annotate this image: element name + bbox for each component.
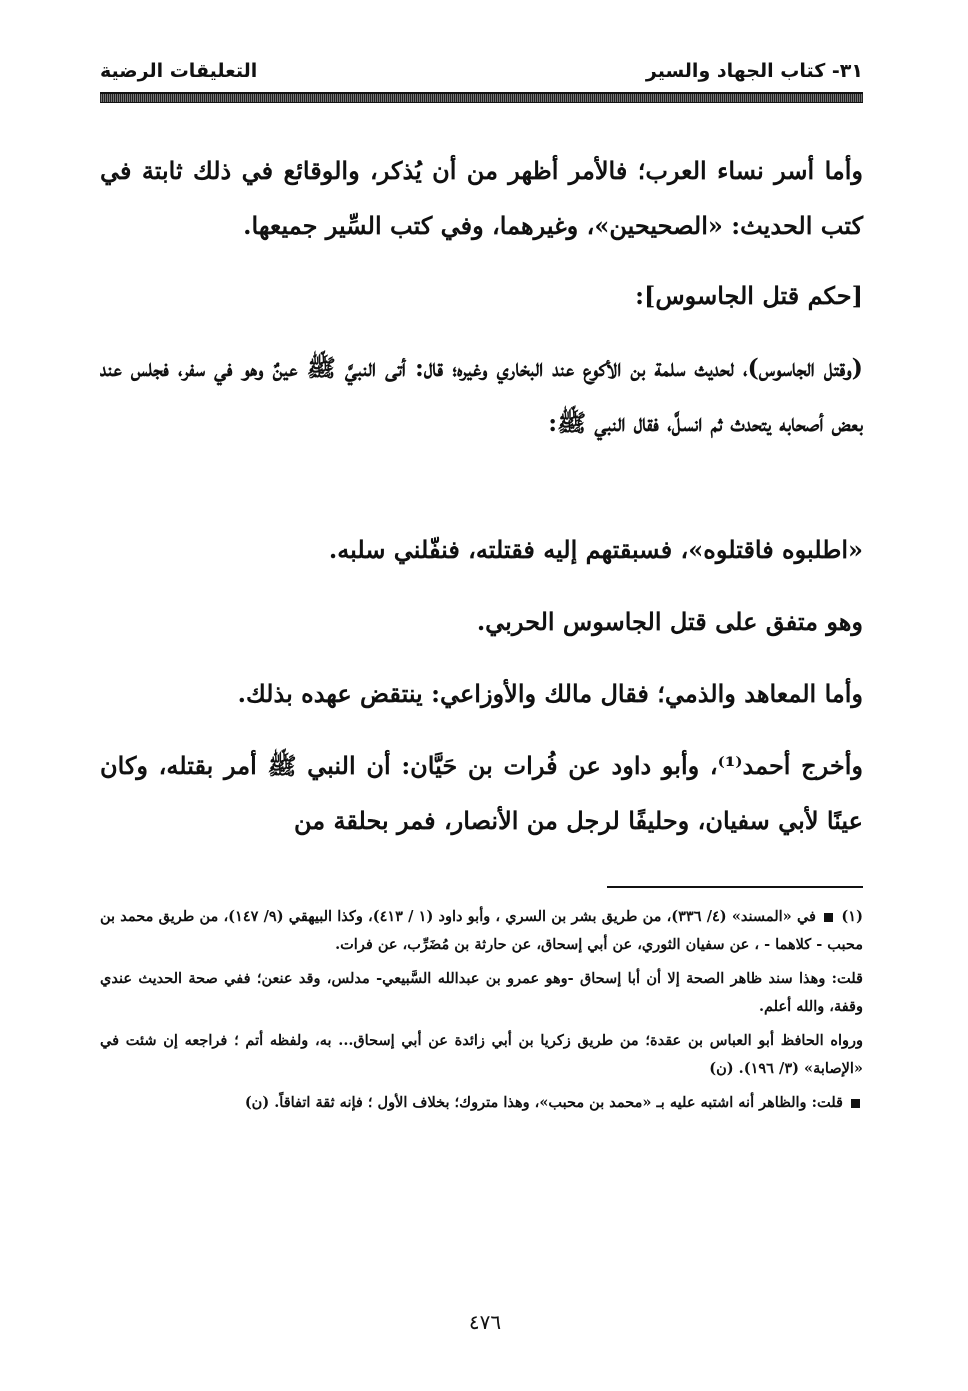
book-title: التعليقات الرضية: [100, 60, 258, 82]
footnote-divider: [607, 886, 863, 888]
square-bullet-icon: [824, 913, 833, 922]
footnotes-section: [100, 903, 863, 1119]
footnote-comment-2: ورواه الحافظ أبو العباس بن عقدة؛ من طريق زكريا بن أبي زائدة عن أبي إسحاق... به، ولفظه أتم ؛ فراجعه إن شئت في «الإصابة» (٣/ ١٩٦). (ن): [100, 1032, 863, 1077]
footnote-comment-3: [100, 1089, 863, 1117]
footnote-comment-3-text: قلت: والظاهر أنه اشتبه عليه بـ «محمد بن محبب»، وهذا متروك؛ بخلاف الأول ؛ فإنه ثقة اتفاقاً. (ن): [244, 1094, 843, 1111]
chapter-title: ٣١- كتاب الجهاد والسير: [645, 60, 863, 82]
paragraph-women-captives: وأما أسر نساء العرب؛ فالأمر أظهر من أن يُذكر، والوقائع في ذلك ثابتة في كتب الحديث: «الصحيحين»، وغيرهما، وفي كتب السِّير جميعها.: [100, 156, 863, 240]
section-heading-spy: [حكم قتل الجاسوس]:: [635, 281, 863, 310]
running-header: [100, 52, 863, 92]
paragraph-spy-hadith: (وقتل الجاسوس)، لحديث سلمة بن الأكوع عند البخاري وغيره؛ قال: أتى النبيَّ ﷺ عينٌ وهو في سفر، فجلس عند بعض أصحابه يتحدث ثم انسلَّ، فقال النبي ﷺ:: [100, 353, 863, 437]
paragraph-hadith-quote: «اطلبوه فاقتلوه»، فسبقتهم إليه فقتلته، فنفّلني سلبه.: [328, 535, 863, 564]
footnote-1: [100, 903, 863, 959]
paragraph-dhimmi: وأما المعاهد والذمي؛ فقال مالك والأوزاعي: ينتقض عهده بذلك.: [237, 679, 863, 708]
footnote-number: (١): [841, 908, 863, 925]
paragraph-furat-hadith: وأخرج أحمد⁽¹⁾، وأبو داود عن فُرات بن حَيَّان: أن النبي ﷺ أمر بقتله، وكان عينًا لأبي سفيان، وحليفًا لرجل من الأنصار، فمر بحلقة من: [100, 751, 863, 835]
paragraph-agreement: وهو متفق على قتل الجاسوس الحربي.: [476, 607, 863, 636]
footnote-1-text: في «المسند» (٤/ ٣٣٦)، من طريق بشر بن السري ، وأبو داود (١ / ٤١٣)، وكذا البيهقي (٩/ ١٤٧)، من طريق محمد بن محبب - كلاهما - ، عن سفيان الثوري، عن أبي إسحاق، عن حارثة بن مُضَرِّب، عن فرات.: [100, 908, 863, 953]
page-number: ٤٧٦: [468, 1310, 502, 1334]
header-divider: [100, 92, 863, 103]
square-bullet-icon: [851, 1099, 860, 1108]
footnote-comment-1: قلت: وهذا سند ظاهر الصحة إلا أن أبا إسحاق -وهو عمرو بن عبدالله السَّبيعي- مدلس، وقد عنعن؛ ففي صحة الحديث عندي وقفة، والله أعلم.: [100, 970, 863, 1015]
